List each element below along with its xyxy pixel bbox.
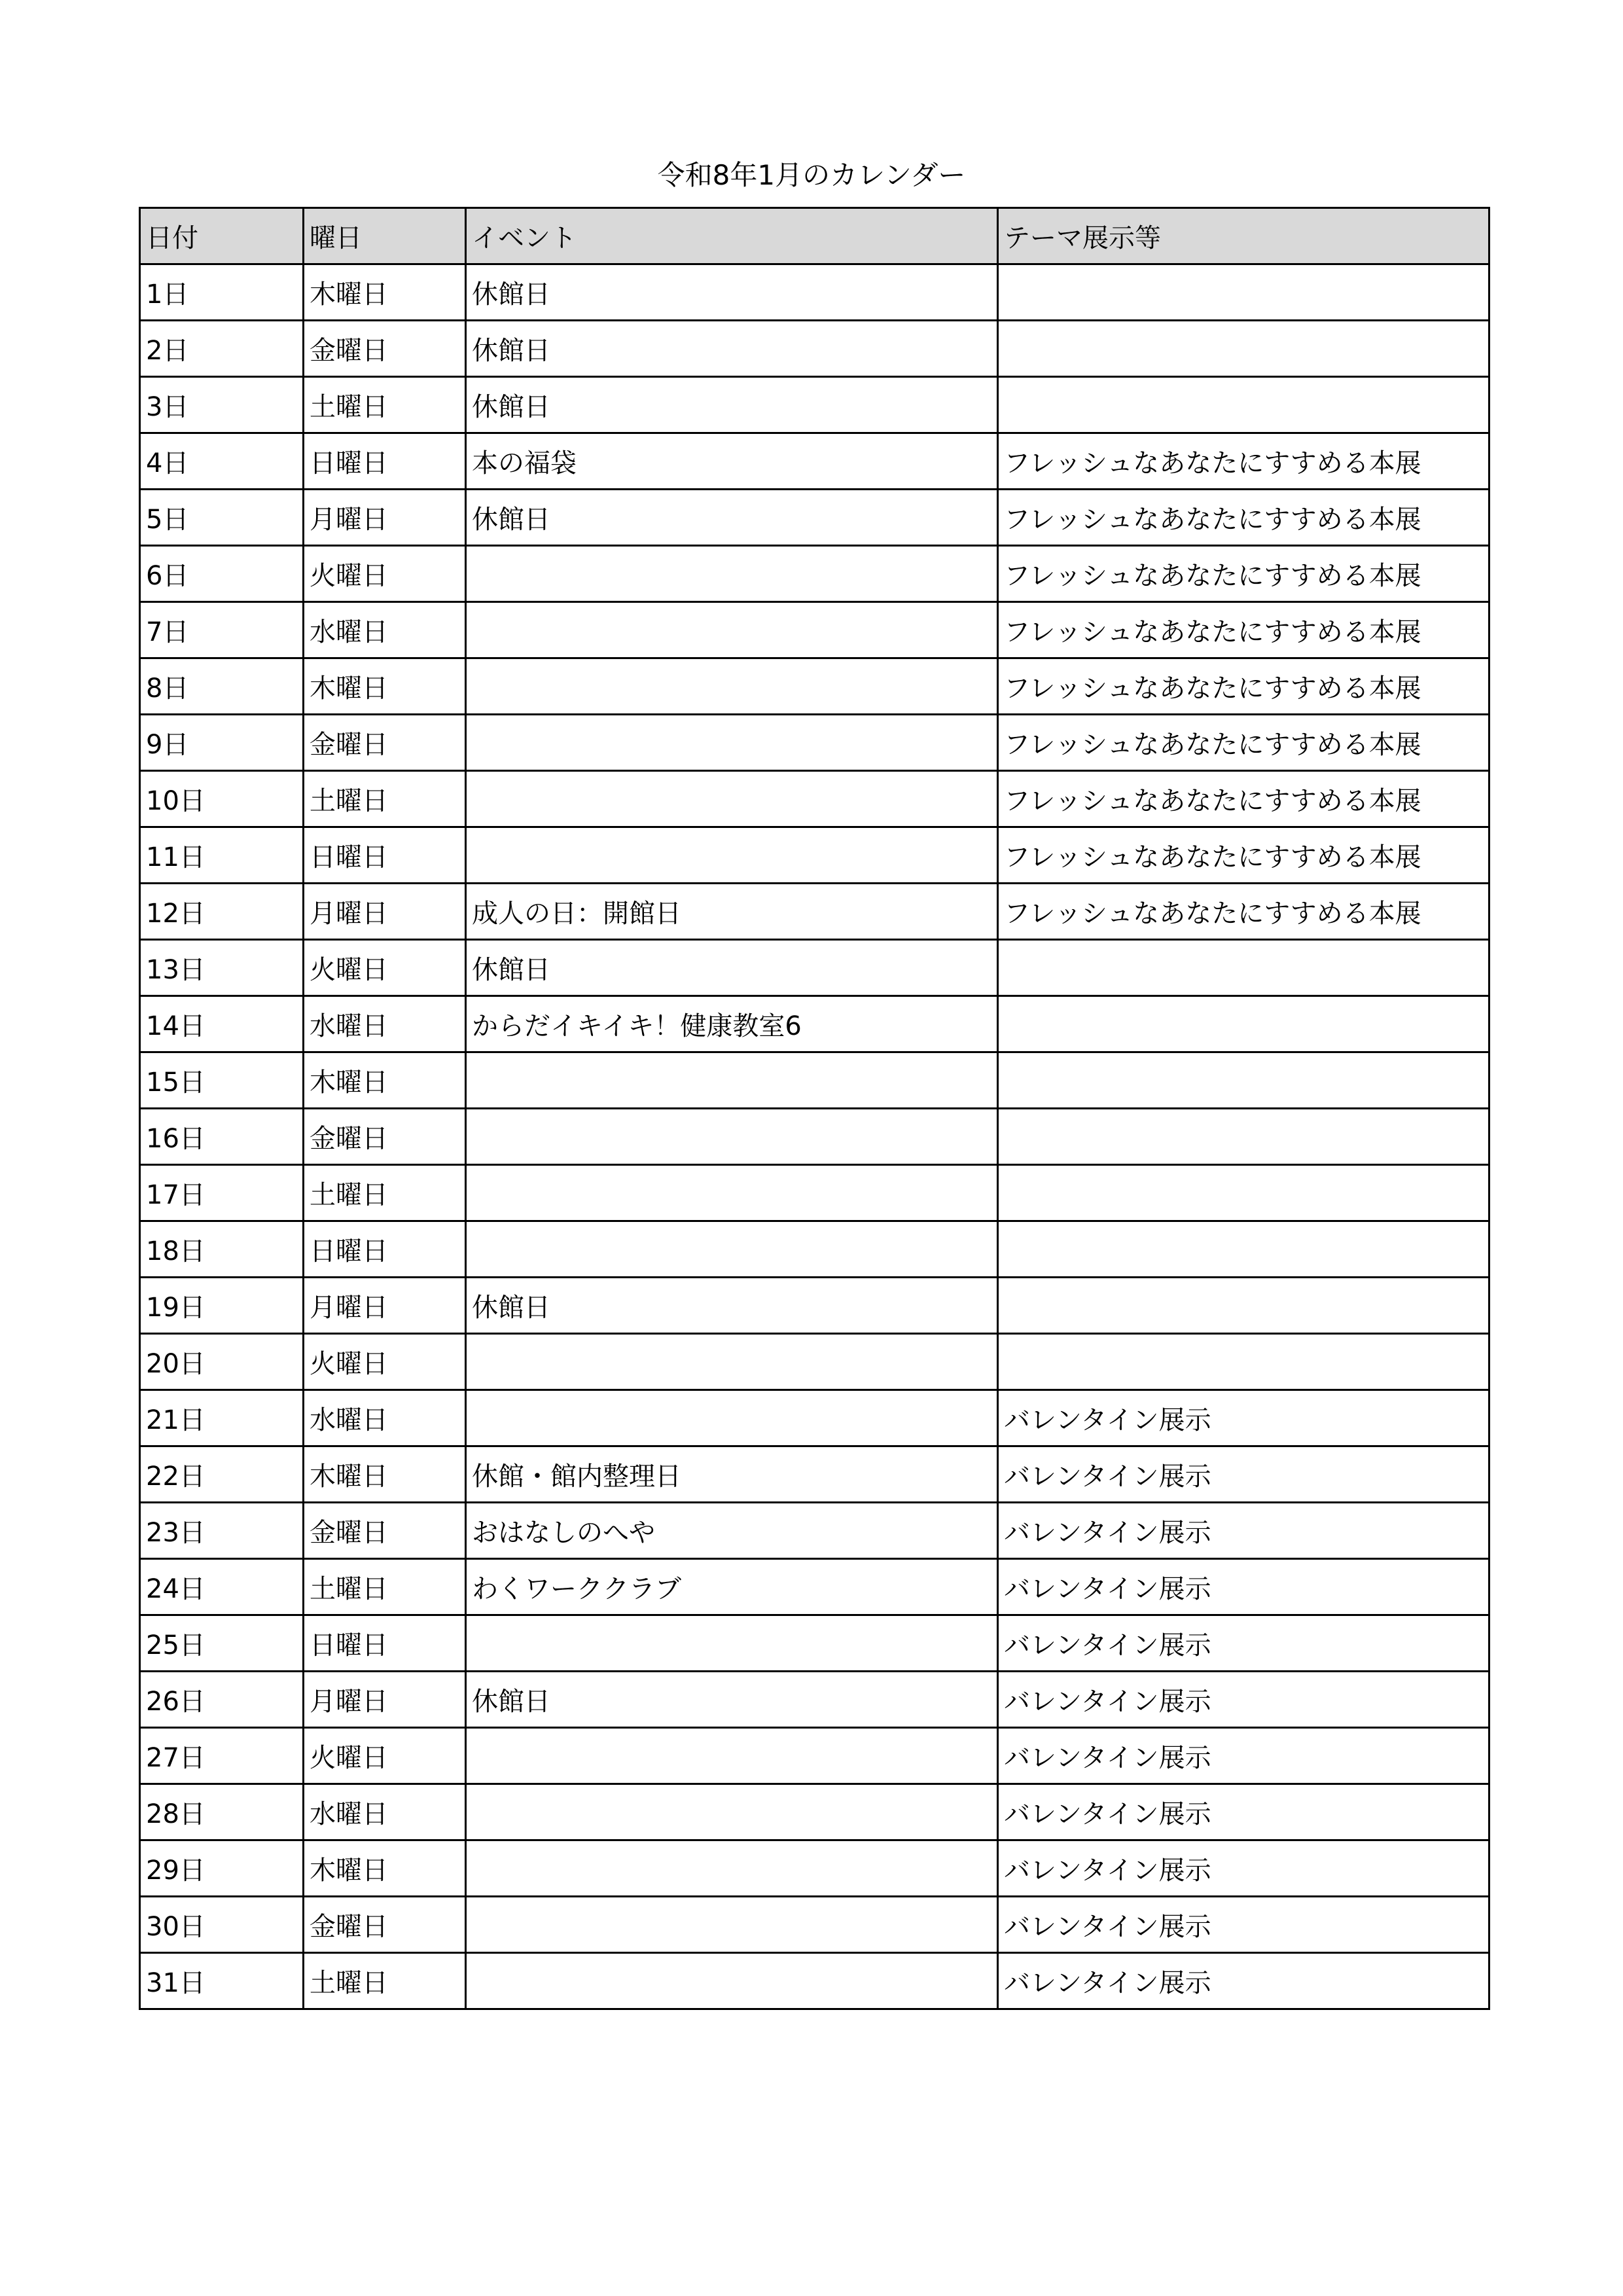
event-cell xyxy=(466,1615,998,1672)
event-cell: 休館日 xyxy=(466,1278,998,1334)
theme-cell: バレンタイン展示 xyxy=(998,1390,1489,1446)
date-cell: 31日 xyxy=(140,1953,304,2009)
event-cell: 休館・館内整理日 xyxy=(466,1446,998,1503)
table-row xyxy=(140,940,1489,996)
event-cell xyxy=(466,1109,998,1165)
event-cell xyxy=(466,1165,998,1221)
table-row xyxy=(140,1165,1489,1221)
event-cell xyxy=(466,1784,998,1840)
weekday-cell: 土曜日 xyxy=(304,377,466,433)
weekday-cell: 木曜日 xyxy=(304,1446,466,1503)
theme-cell: バレンタイン展示 xyxy=(998,1784,1489,1840)
event-cell: 成人の日：開館日 xyxy=(466,884,998,940)
weekday-cell: 金曜日 xyxy=(304,1897,466,1953)
event-cell: 休館日 xyxy=(466,490,998,546)
event-cell: おはなしのへや xyxy=(466,1503,998,1559)
theme-cell: バレンタイン展示 xyxy=(998,1672,1489,1728)
weekday-cell: 木曜日 xyxy=(304,264,466,321)
theme-cell: フレッシュなあなたにすすめる本展 xyxy=(998,433,1489,490)
date-cell: 17日 xyxy=(140,1165,304,1221)
weekday-cell: 金曜日 xyxy=(304,321,466,377)
weekday-cell: 日曜日 xyxy=(304,1615,466,1672)
calendar-body xyxy=(140,264,1489,2009)
column-header-event: イベント xyxy=(466,208,998,264)
header-row xyxy=(140,208,1489,264)
theme-cell xyxy=(998,1278,1489,1334)
table-row xyxy=(140,884,1489,940)
event-cell: わくワーククラブ xyxy=(466,1559,998,1615)
weekday-cell: 火曜日 xyxy=(304,940,466,996)
theme-cell xyxy=(998,1109,1489,1165)
event-cell: 休館日 xyxy=(466,264,998,321)
event-cell xyxy=(466,1840,998,1897)
table-row xyxy=(140,1672,1489,1728)
event-cell xyxy=(466,771,998,827)
table-row xyxy=(140,377,1489,433)
table-row xyxy=(140,1840,1489,1897)
theme-cell: バレンタイン展示 xyxy=(998,1953,1489,2009)
event-cell xyxy=(466,1221,998,1278)
date-cell: 4日 xyxy=(140,433,304,490)
date-cell: 10日 xyxy=(140,771,304,827)
weekday-cell: 火曜日 xyxy=(304,1334,466,1390)
event-cell: 休館日 xyxy=(466,940,998,996)
table-row xyxy=(140,1784,1489,1840)
table-row xyxy=(140,602,1489,658)
date-cell: 28日 xyxy=(140,1784,304,1840)
table-row xyxy=(140,1897,1489,1953)
date-cell: 21日 xyxy=(140,1390,304,1446)
event-cell xyxy=(466,1897,998,1953)
table-row xyxy=(140,490,1489,546)
table-row xyxy=(140,827,1489,884)
event-cell xyxy=(466,1390,998,1446)
weekday-cell: 木曜日 xyxy=(304,1052,466,1109)
weekday-cell: 土曜日 xyxy=(304,1559,466,1615)
theme-cell: バレンタイン展示 xyxy=(998,1503,1489,1559)
table-row xyxy=(140,321,1489,377)
theme-cell: フレッシュなあなたにすすめる本展 xyxy=(998,771,1489,827)
event-cell xyxy=(466,1052,998,1109)
date-cell: 24日 xyxy=(140,1559,304,1615)
weekday-cell: 日曜日 xyxy=(304,827,466,884)
table-row xyxy=(140,1052,1489,1109)
theme-cell xyxy=(998,1334,1489,1390)
event-cell: 休館日 xyxy=(466,321,998,377)
column-header-day: 曜日 xyxy=(304,208,466,264)
weekday-cell: 火曜日 xyxy=(304,1728,466,1784)
date-cell: 20日 xyxy=(140,1334,304,1390)
calendar-table xyxy=(139,207,1490,2010)
column-header-date: 日付 xyxy=(140,208,304,264)
event-cell xyxy=(466,602,998,658)
column-header-theme: テーマ展示等 xyxy=(998,208,1489,264)
theme-cell xyxy=(998,996,1489,1052)
date-cell: 26日 xyxy=(140,1672,304,1728)
weekday-cell: 金曜日 xyxy=(304,715,466,771)
theme-cell xyxy=(998,1221,1489,1278)
weekday-cell: 水曜日 xyxy=(304,1390,466,1446)
date-cell: 14日 xyxy=(140,996,304,1052)
weekday-cell: 日曜日 xyxy=(304,433,466,490)
table-row xyxy=(140,715,1489,771)
event-cell xyxy=(466,1334,998,1390)
theme-cell: フレッシュなあなたにすすめる本展 xyxy=(998,546,1489,602)
theme-cell: フレッシュなあなたにすすめる本展 xyxy=(998,490,1489,546)
weekday-cell: 水曜日 xyxy=(304,996,466,1052)
event-cell xyxy=(466,658,998,715)
event-cell: 休館日 xyxy=(466,1672,998,1728)
table-row xyxy=(140,1503,1489,1559)
weekday-cell: 月曜日 xyxy=(304,884,466,940)
event-cell xyxy=(466,1953,998,2009)
table-row xyxy=(140,996,1489,1052)
weekday-cell: 金曜日 xyxy=(304,1503,466,1559)
event-cell: 休館日 xyxy=(466,377,998,433)
table-row xyxy=(140,1728,1489,1784)
weekday-cell: 月曜日 xyxy=(304,1672,466,1728)
table-row xyxy=(140,658,1489,715)
date-cell: 15日 xyxy=(140,1052,304,1109)
date-cell: 6日 xyxy=(140,546,304,602)
date-cell: 22日 xyxy=(140,1446,304,1503)
date-cell: 29日 xyxy=(140,1840,304,1897)
theme-cell xyxy=(998,1165,1489,1221)
weekday-cell: 金曜日 xyxy=(304,1109,466,1165)
table-row xyxy=(140,1559,1489,1615)
table-row xyxy=(140,1446,1489,1503)
theme-cell xyxy=(998,264,1489,321)
date-cell: 8日 xyxy=(140,658,304,715)
event-cell: からだイキイキ！健康教室6 xyxy=(466,996,998,1052)
date-cell: 11日 xyxy=(140,827,304,884)
table-row xyxy=(140,264,1489,321)
table-row xyxy=(140,771,1489,827)
theme-cell: フレッシュなあなたにすすめる本展 xyxy=(998,658,1489,715)
weekday-cell: 月曜日 xyxy=(304,490,466,546)
theme-cell: バレンタイン展示 xyxy=(998,1897,1489,1953)
theme-cell: バレンタイン展示 xyxy=(998,1728,1489,1784)
date-cell: 9日 xyxy=(140,715,304,771)
table-row xyxy=(140,1615,1489,1672)
weekday-cell: 木曜日 xyxy=(304,1840,466,1897)
weekday-cell: 木曜日 xyxy=(304,658,466,715)
theme-cell: バレンタイン展示 xyxy=(998,1559,1489,1615)
table-row xyxy=(140,1953,1489,2009)
theme-cell xyxy=(998,321,1489,377)
weekday-cell: 水曜日 xyxy=(304,602,466,658)
theme-cell: バレンタイン展示 xyxy=(998,1615,1489,1672)
date-cell: 16日 xyxy=(140,1109,304,1165)
weekday-cell: 土曜日 xyxy=(304,1165,466,1221)
theme-cell: フレッシュなあなたにすすめる本展 xyxy=(998,884,1489,940)
date-cell: 5日 xyxy=(140,490,304,546)
date-cell: 13日 xyxy=(140,940,304,996)
weekday-cell: 日曜日 xyxy=(304,1221,466,1278)
date-cell: 12日 xyxy=(140,884,304,940)
weekday-cell: 火曜日 xyxy=(304,546,466,602)
date-cell: 7日 xyxy=(140,602,304,658)
theme-cell: フレッシュなあなたにすすめる本展 xyxy=(998,827,1489,884)
table-row xyxy=(140,1221,1489,1278)
table-row xyxy=(140,433,1489,490)
theme-cell: バレンタイン展示 xyxy=(998,1446,1489,1503)
table-row xyxy=(140,1278,1489,1334)
table-row xyxy=(140,1109,1489,1165)
theme-cell: フレッシュなあなたにすすめる本展 xyxy=(998,602,1489,658)
date-cell: 3日 xyxy=(140,377,304,433)
date-cell: 23日 xyxy=(140,1503,304,1559)
event-cell xyxy=(466,1728,998,1784)
date-cell: 30日 xyxy=(140,1897,304,1953)
theme-cell xyxy=(998,377,1489,433)
weekday-cell: 土曜日 xyxy=(304,771,466,827)
table-row xyxy=(140,546,1489,602)
theme-cell: バレンタイン展示 xyxy=(998,1840,1489,1897)
table-row xyxy=(140,1334,1489,1390)
theme-cell: フレッシュなあなたにすすめる本展 xyxy=(998,715,1489,771)
theme-cell xyxy=(998,940,1489,996)
weekday-cell: 土曜日 xyxy=(304,1953,466,2009)
weekday-cell: 月曜日 xyxy=(304,1278,466,1334)
event-cell xyxy=(466,715,998,771)
date-cell: 18日 xyxy=(140,1221,304,1278)
weekday-cell: 水曜日 xyxy=(304,1784,466,1840)
table-row xyxy=(140,1390,1489,1446)
date-cell: 25日 xyxy=(140,1615,304,1672)
theme-cell xyxy=(998,1052,1489,1109)
event-cell: 本の福袋 xyxy=(466,433,998,490)
event-cell xyxy=(466,546,998,602)
page-title: 令和8年1月のカレンダー xyxy=(657,159,966,191)
date-cell: 2日 xyxy=(140,321,304,377)
date-cell: 27日 xyxy=(140,1728,304,1784)
date-cell: 19日 xyxy=(140,1278,304,1334)
date-cell: 1日 xyxy=(140,264,304,321)
event-cell xyxy=(466,827,998,884)
